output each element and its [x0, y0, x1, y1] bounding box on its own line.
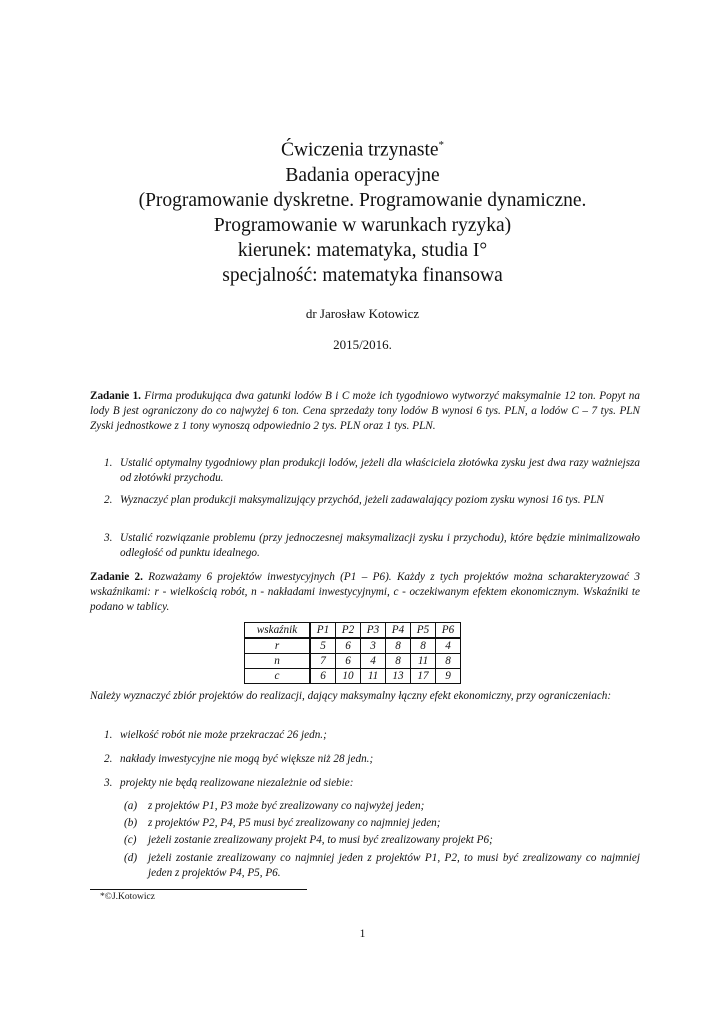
academic-year: 2015/2016. [333, 337, 392, 352]
table-header-cell: P6 [436, 623, 461, 639]
title-block [0, 133, 725, 288]
table-header-cell: P3 [361, 623, 386, 639]
zadanie-2-list-2 [90, 752, 640, 767]
table-cell: 7 [310, 654, 336, 669]
list-item: 1. wielkość robót nie może przekraczać 26 jedn.; [104, 729, 327, 741]
table-cell: 13 [386, 669, 411, 684]
table-cell: 3 [361, 638, 386, 654]
sublist-item: (b) z projektów P2, P4, P5 musi być zrealizowany co najmniej jeden; [124, 817, 441, 830]
zadanie-1-text: Firma produkująca dwa gatunki lodów B i C może ich tygodniowo wytworzyć maksymalnie 12 ton. Popyt na lody B jest ograniczony do co najwyżej 6 ton. Cena sprzedaży tony lodów B wynosi 6 tys. PLN, a lodów C – 7 tys. PLN Zyski jednostkowe z 1 tony wynoszą odpowiednio 2 tys. PLN oraz 1 tys. PLN. [90, 390, 640, 433]
zadanie-1-label: Zadanie 1. [90, 390, 141, 402]
page-number: 1 [359, 928, 366, 940]
table-cell: 8 [386, 638, 411, 654]
table-cell: 4 [436, 638, 461, 654]
zadanie-2-label: Zadanie 2. [90, 571, 143, 583]
footnote: *©J.Kotowicz [100, 892, 155, 902]
list-item: 2. nakłady inwestycyjne nie mogą być większe niż 28 jedn.; [104, 753, 374, 765]
sublist-item: (c) jeżeli zostanie zrealizowany projekt P4, to musi być zrealizowany projekt P6; [124, 834, 493, 847]
zadanie-2-statement [90, 570, 640, 616]
zadanie-1-list-3 [90, 531, 640, 561]
sublist-item: (d) jeżeli zostanie zrealizowany co najmniej jeden z projektów P1, P2, to musi być zrealizowany co najmniej jeden z projektów P4, P5, P6. [124, 851, 640, 879]
footnote-mark: * [438, 139, 445, 151]
table-row [245, 638, 461, 654]
table-cell: r [245, 638, 311, 654]
title-line-1: Ćwiczenia trzynaste* [280, 139, 445, 161]
title-line-6: specjalność: matematyka finansowa [222, 264, 503, 286]
table-cell: 4 [361, 654, 386, 669]
table-cell: 8 [436, 654, 461, 669]
table-cell: 5 [310, 638, 336, 654]
table-header-cell: P4 [386, 623, 411, 639]
list-item: 3. Ustalić rozwiązanie problemu (przy jednoczesnej maksymalizacji zysku i przychodu), które będzie minimalizowało odległość od punktu idealnego. [104, 532, 640, 560]
table-cell: n [245, 654, 311, 669]
indicator-table [244, 622, 461, 684]
table-header-cell: P1 [310, 623, 336, 639]
list-item: 1. Ustalić optymalny tygodniowy plan produkcji lodów, jeżeli dla właściciela złotówka zysku jest dwa razy ważniejsza od złotówki przychodu. [104, 457, 640, 485]
table-header-cell: P2 [336, 623, 361, 639]
zadanie-2-sublist [124, 799, 640, 881]
zadanie-2-list-3 [90, 776, 640, 791]
table-cell: 11 [361, 669, 386, 684]
table-cell: 9 [436, 669, 461, 684]
list-item: 2. Wyznaczyć plan produkcji maksymalizujący przychód, jeżeli zadawalający poziom zysku wynosi 16 tys. PLN [104, 494, 604, 506]
footnote-divider [90, 889, 307, 890]
zadanie-2-after-text: Należy wyznaczyć zbiór projektów do realizacji, dający maksymalny łączny efekt ekonomiczny, przy ograniczeniach: [90, 690, 612, 702]
table-cell: 6 [310, 669, 336, 684]
zadanie-1-list [90, 456, 640, 486]
table-cell: 6 [336, 654, 361, 669]
title-line-3: (Programowanie dyskretne. Programowanie dynamiczne. [138, 189, 587, 211]
title-line-5: kierunek: matematyka, studia I° [237, 239, 488, 261]
zadanie-2-text: Rozważamy 6 projektów inwestycyjnych (P1 – P6). Każdy z tych projektów można scharakteryzować 3 wskaźnikami: r - wielkością robót, n - nakładami inwestycyjnymi, c - oczekiwanym efektem ekonomicznym. Wskaźniki te podano w tablicy. [90, 571, 640, 614]
zadanie-1-list-2 [90, 493, 640, 508]
table-cell: 17 [411, 669, 436, 684]
list-item: 3. projekty nie będą realizowane niezależnie od siebie: [104, 777, 354, 789]
table-cell: 8 [386, 654, 411, 669]
zadanie-1-statement [90, 389, 640, 435]
table-row [245, 669, 461, 684]
table-cell: 6 [336, 638, 361, 654]
table-cell: 11 [411, 654, 436, 669]
table-header-cell: wskaźnik [245, 623, 311, 639]
table-cell: 10 [336, 669, 361, 684]
title-line-4: Programowanie w warunkach ryzyka) [213, 214, 512, 236]
author: dr Jarosław Kotowicz [305, 306, 420, 321]
table-row [245, 654, 461, 669]
zadanie-2-list-1 [90, 728, 640, 743]
table-header-row [245, 623, 461, 639]
table-cell: c [245, 669, 311, 684]
table-cell: 8 [411, 638, 436, 654]
table-header-cell: P5 [411, 623, 436, 639]
sublist-item: (a) z projektów P1, P3 może być zrealizowany co najwyżej jeden; [124, 800, 425, 812]
title-line-2: Badania operacyjne [285, 164, 440, 186]
